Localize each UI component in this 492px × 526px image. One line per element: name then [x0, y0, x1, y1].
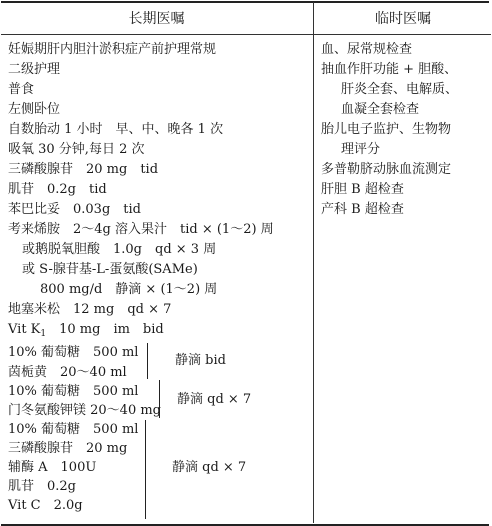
column-divider — [313, 2, 314, 523]
group-bracket — [159, 380, 160, 418]
group-line: 门冬氨酸钾镁 20～40 mg — [8, 403, 161, 418]
temp-order-line: 多普勒脐动脉血流测定 — [321, 162, 452, 177]
temp-order-line: 理评分 — [341, 142, 381, 157]
header-divider — [1, 34, 491, 35]
group-line: 10% 葡萄糖 500 ml — [8, 384, 139, 399]
temp-order-line: 产科 B 超检查 — [321, 202, 404, 217]
order-line: 三磷酸腺苷 20 mg tid — [8, 162, 159, 177]
order-line: 考来烯胺 2～4g 溶入果汁 tid × (1～2) 周 — [8, 222, 274, 237]
order-line: 妊娠期肝内胆汁淤积症产前护理常规 — [8, 42, 217, 57]
group-route: 静滴 qd × 7 — [172, 460, 247, 475]
temp-order-line: 抽血作肝功能 + 胆酸、 — [321, 62, 458, 77]
order-line: 普食 — [8, 82, 35, 97]
group-line: 10% 葡萄糖 500 ml — [8, 422, 139, 437]
order-line: 800 mg/d 静滴 × (1～2) 周 — [40, 282, 218, 297]
temp-order-line: 血凝全套检查 — [341, 102, 420, 117]
header-long-term: 长期医嘱 — [128, 11, 185, 27]
order-line: 肌苷 0.2g tid — [8, 182, 107, 197]
order-line: 苯巴比妥 0.03g tid — [8, 202, 141, 217]
group-line: Vit C 2.0g — [8, 498, 83, 513]
group-line: 辅酶 A 100U — [8, 460, 97, 475]
vitk-dose: 10 mg im bid — [46, 322, 164, 337]
order-line: 吸氧 30 分钟,每日 2 次 — [8, 142, 145, 157]
order-line: 自数胎动 1 小时 早、中、晚各 1 次 — [8, 122, 224, 137]
group-bracket — [147, 343, 148, 379]
order-line: 或 S-腺苷基-L-蛋氨酸(SAMe) — [22, 262, 198, 277]
order-line: 或鹅脱氧胆酸 1.0g qd × 3 周 — [22, 242, 217, 257]
order-line: 二级护理 — [8, 62, 61, 77]
order-line-vitk — [8, 320, 164, 344]
group-route: 静滴 bid — [175, 353, 226, 368]
temp-order-line: 肝胆 B 超检查 — [321, 182, 404, 197]
order-line: 左侧卧位 — [8, 102, 61, 117]
group-line: 三磷酸腺苷 20 mg — [8, 441, 128, 456]
order-line: 地塞米松 12 mg qd × 7 — [8, 302, 172, 317]
group-route: 静滴 qd × 7 — [177, 392, 252, 407]
vitk-name: Vit K — [8, 322, 41, 337]
group-line: 10% 葡萄糖 500 ml — [8, 345, 139, 360]
temp-order-line: 肝炎全套、电解质、 — [341, 82, 459, 97]
group-bracket — [145, 420, 146, 519]
group-line: 茵栀黄 20～40 ml — [8, 365, 127, 380]
vitk-subscript: 1 — [40, 329, 47, 339]
temp-order-line: 胎儿电子监护、生物物 — [321, 122, 452, 137]
header-temporary: 临时医嘱 — [375, 11, 431, 27]
group-line: 肌苷 0.2g — [8, 479, 76, 494]
temp-order-line: 血、尿常规检查 — [321, 42, 413, 57]
